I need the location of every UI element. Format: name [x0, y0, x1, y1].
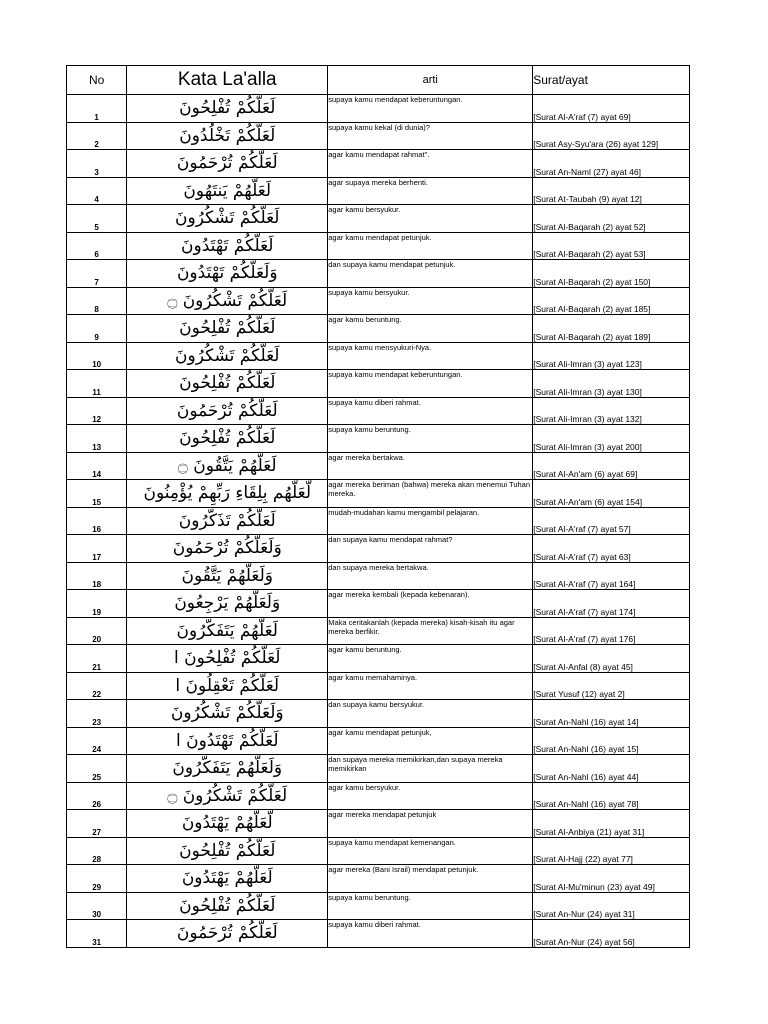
surah-reference: [Surat Al-A'raf (7) ayat 176]: [533, 617, 690, 645]
table-row: [67, 727, 690, 755]
table-row: [67, 590, 690, 618]
table-row: [67, 177, 690, 205]
surah-reference: [Surat At-Taubah (9) ayat 12]: [533, 177, 690, 205]
meaning-text: agar kamu beruntung.: [328, 315, 533, 343]
table-row: [67, 755, 690, 783]
arabic-phrase: لَّعَلَّهُمْ يَهْتَدُونَ: [127, 810, 328, 838]
meaning-text: agar mereka mendapat petunjuk: [328, 810, 533, 838]
table-row: [67, 810, 690, 838]
arabic-phrase: وَلَعَلَّهُمْ يَرْجِعُونَ: [127, 590, 328, 618]
la-alla-table: [66, 65, 690, 948]
table-row: [67, 397, 690, 425]
table-row: [67, 370, 690, 398]
meaning-text: agar mereka (Bani Israil) mendapat petunjuk.: [328, 865, 533, 893]
row-number: 14: [67, 452, 127, 480]
table-row: [67, 342, 690, 370]
meaning-text: supaya kamu beruntung.: [328, 425, 533, 453]
meaning-text: dan supaya kamu mendapat petunjuk.: [328, 260, 533, 288]
surah-reference: [Surat Al-A'raf (7) ayat 174]: [533, 590, 690, 618]
arabic-phrase: لَعَلَّهُمْ يَتَّقُونَ ۝: [127, 452, 328, 480]
table-row: [67, 865, 690, 893]
table-row: [67, 122, 690, 150]
row-number: 16: [67, 507, 127, 535]
row-number: 25: [67, 755, 127, 783]
surah-reference: [Surat Ali-Imran (3) ayat 130]: [533, 370, 690, 398]
meaning-text: supaya kamu mensyukuri-Nya.: [328, 342, 533, 370]
table-row: [67, 232, 690, 260]
table-row: [67, 205, 690, 233]
surah-reference: [Surat Asy-Syu'ara (26) ayat 129]: [533, 122, 690, 150]
table-row: [67, 562, 690, 590]
meaning-text: agar kamu mendapat petunjuk,: [328, 727, 533, 755]
arabic-phrase: لَعَلَّهُمْ يَهْتَدُونَ: [127, 865, 328, 893]
table-row: [67, 920, 690, 948]
surah-reference: [Surat Al-Anbiya (21) ayat 31]: [533, 810, 690, 838]
arabic-phrase: وَلَعَلَّكُمْ تَشْكُرُونَ: [127, 700, 328, 728]
arabic-phrase: لَعَلَّكُمْ تَعْقِلُونَ ا: [127, 672, 328, 700]
table-row: [67, 287, 690, 315]
arabic-phrase: لَعَلَّكُمْ تَشْكُرُونَ: [127, 205, 328, 233]
meaning-text: agar mereka beriman (bahwa) mereka akan menemui Tuhan mereka.: [328, 480, 533, 508]
meaning-text: agar kamu memahaminya.: [328, 672, 533, 700]
surah-reference: [Surat Al-Baqarah (2) ayat 185]: [533, 287, 690, 315]
surah-reference: [Surat Al-An'am (6) ayat 69]: [533, 452, 690, 480]
meaning-text: supaya kamu mendapat keberuntungan.: [328, 95, 533, 123]
meaning-text: agar kamu mendapat petunjuk.: [328, 232, 533, 260]
arabic-phrase: لَعَلَّكُمْ تُفْلِحُونَ ا: [127, 645, 328, 673]
meaning-text: supaya kamu diberi rahmat.: [328, 920, 533, 948]
surah-reference: [Surat Al-An'am (6) ayat 154]: [533, 480, 690, 508]
table-header-row: [67, 66, 690, 95]
arabic-phrase: لَعَلَّكُمْ تُرْحَمُونَ: [127, 397, 328, 425]
arabic-phrase: لَعَلَّكُمْ تَهْتَدُونَ: [127, 232, 328, 260]
meaning-text: supaya kamu kekal (di dunia)?: [328, 122, 533, 150]
meaning-text: supaya kamu diberi rahmat.: [328, 397, 533, 425]
row-number: 17: [67, 535, 127, 563]
arabic-phrase: لَعَلَّكُمْ تُفْلِحُونَ: [127, 315, 328, 343]
arabic-phrase: وَلَعَلَّكُمْ تَهْتَدُونَ: [127, 260, 328, 288]
row-number: 20: [67, 617, 127, 645]
arabic-phrase: لَعَلَّكُمْ تُفْلِحُونَ: [127, 892, 328, 920]
table-body: [67, 95, 690, 948]
surah-reference: [Surat Yusuf (12) ayat 2]: [533, 672, 690, 700]
meaning-text: dan supaya mereka bertakwa.: [328, 562, 533, 590]
row-number: 23: [67, 700, 127, 728]
surah-reference: [Surat An-Nur (24) ayat 31]: [533, 892, 690, 920]
row-number: 15: [67, 480, 127, 508]
arabic-phrase: وَلَعَلَّهُمْ يَتَفَكَّرُونَ: [127, 755, 328, 783]
meaning-text: agar kamu mendapat rahmat".: [328, 150, 533, 178]
row-number: 22: [67, 672, 127, 700]
arabic-phrase: لَعَلَّكُمْ تَشْكُرُونَ: [127, 342, 328, 370]
table-row: [67, 700, 690, 728]
row-number: 2: [67, 122, 127, 150]
row-number: 19: [67, 590, 127, 618]
table-row: [67, 452, 690, 480]
row-number: 18: [67, 562, 127, 590]
meaning-text: mudah-mudahan kamu mengambil pelajaran.: [328, 507, 533, 535]
row-number: 5: [67, 205, 127, 233]
row-number: 24: [67, 727, 127, 755]
row-number: 9: [67, 315, 127, 343]
arabic-phrase: لَعَلَّكُمْ تُفْلِحُونَ: [127, 370, 328, 398]
arabic-phrase: لَعَلَّكُمْ تُرْحَمُونَ: [127, 920, 328, 948]
surah-reference: [Surat An-Naml (27) ayat 46]: [533, 150, 690, 178]
row-number: 26: [67, 782, 127, 810]
surah-reference: [Surat Al-Baqarah (2) ayat 189]: [533, 315, 690, 343]
row-number: 6: [67, 232, 127, 260]
arabic-phrase: لَعَلَّكُمْ تَشْكُرُونَ ۝: [127, 782, 328, 810]
table-row: [67, 617, 690, 645]
surah-reference: [Surat Ali-Imran (3) ayat 200]: [533, 425, 690, 453]
meaning-text: supaya kamu bersyukur.: [328, 287, 533, 315]
arabic-phrase: لَعَلَّهُمْ يَتَفَكَّرُونَ: [127, 617, 328, 645]
row-number: 11: [67, 370, 127, 398]
row-number: 1: [67, 95, 127, 123]
meaning-text: agar mereka kembali (kepada kebenaran).: [328, 590, 533, 618]
surah-reference: [Surat An-Nahl (16) ayat 15]: [533, 727, 690, 755]
header-arti: arti: [328, 66, 533, 95]
arabic-phrase: لَعَلَّكُمْ تَذَكَّرُونَ: [127, 507, 328, 535]
table-row: [67, 892, 690, 920]
surah-reference: [Surat Al-Hajj (22) ayat 77]: [533, 837, 690, 865]
table-row: [67, 507, 690, 535]
surah-reference: [Surat An-Nahl (16) ayat 78]: [533, 782, 690, 810]
row-number: 8: [67, 287, 127, 315]
table-row: [67, 260, 690, 288]
meaning-text: dan supaya mereka memikirkan,dan supaya mereka memikirkan: [328, 755, 533, 783]
arabic-phrase: لَّعَلَّهُم بِلِقَاءِ رَبِّهِمْ يُؤْمِنُونَ: [127, 480, 328, 508]
arabic-phrase: لَعَلَّكُمْ تُفْلِحُونَ: [127, 837, 328, 865]
row-number: 28: [67, 837, 127, 865]
meaning-text: supaya kamu mendapat keberuntungan.: [328, 370, 533, 398]
row-number: 7: [67, 260, 127, 288]
arabic-phrase: لَعَلَّكُمْ تَشْكُرُونَ ۝: [127, 287, 328, 315]
table-row: [67, 425, 690, 453]
row-number: 3: [67, 150, 127, 178]
row-number: 4: [67, 177, 127, 205]
table-row: [67, 837, 690, 865]
header-kata: Kata La'alla: [127, 66, 328, 95]
surah-reference: [Surat Al-Anfal (8) ayat 45]: [533, 645, 690, 673]
row-number: 10: [67, 342, 127, 370]
surah-reference: [Surat An-Nahl (16) ayat 44]: [533, 755, 690, 783]
row-number: 31: [67, 920, 127, 948]
meaning-text: supaya kamu beruntung.: [328, 892, 533, 920]
surah-reference: [Surat Al-A'raf (7) ayat 57]: [533, 507, 690, 535]
meaning-text: agar kamu bersyukur.: [328, 782, 533, 810]
row-number: 30: [67, 892, 127, 920]
table-row: [67, 95, 690, 123]
table-row: [67, 645, 690, 673]
arabic-phrase: لَعَلَّكُمْ تُفْلِحُونَ: [127, 95, 328, 123]
arabic-phrase: وَلَعَلَّكُمْ تُرْحَمُونَ: [127, 535, 328, 563]
arabic-phrase: وَلَعَلَّهُمْ يَتَّقُونَ: [127, 562, 328, 590]
surah-reference: [Surat Ali-Imran (3) ayat 123]: [533, 342, 690, 370]
surah-reference: [Surat Al-Baqarah (2) ayat 150]: [533, 260, 690, 288]
header-surat: Surat/ayat: [533, 66, 690, 95]
table-row: [67, 782, 690, 810]
surah-reference: [Surat Al-Baqarah (2) ayat 52]: [533, 205, 690, 233]
row-number: 21: [67, 645, 127, 673]
arabic-phrase: لَعَلَّكُمْ تَهْتَدُونَ ا: [127, 727, 328, 755]
surah-reference: [Surat Al-A'raf (7) ayat 63]: [533, 535, 690, 563]
meaning-text: agar kamu beruntung.: [328, 645, 533, 673]
row-number: 29: [67, 865, 127, 893]
row-number: 27: [67, 810, 127, 838]
surah-reference: [Surat Al-Baqarah (2) ayat 53]: [533, 232, 690, 260]
table-row: [67, 150, 690, 178]
meaning-text: Maka ceritakanlah (kepada mereka) kisah-kisah itu agar mereka berfikir.: [328, 617, 533, 645]
arabic-phrase: لَعَلَّهُمْ يَنتَهُونَ: [127, 177, 328, 205]
surah-reference: [Surat Al-A'raf (7) ayat 164]: [533, 562, 690, 590]
meaning-text: dan supaya kamu bersyukur.: [328, 700, 533, 728]
meaning-text: agar kamu bersyukur.: [328, 205, 533, 233]
arabic-phrase: لَعَلَّكُمْ تُفْلِحُونَ: [127, 425, 328, 453]
surah-reference: [Surat Al-Mu'minun (23) ayat 49]: [533, 865, 690, 893]
meaning-text: agar supaya mereka berhenti.: [328, 177, 533, 205]
table-row: [67, 535, 690, 563]
meaning-text: supaya kamu mendapat kemenangan.: [328, 837, 533, 865]
arabic-phrase: لَعَلَّكُمْ تَخْلُدُونَ: [127, 122, 328, 150]
surah-reference: [Surat Ali-Imran (3) ayat 132]: [533, 397, 690, 425]
surah-reference: [Surat An-Nahl (16) ayat 14]: [533, 700, 690, 728]
meaning-text: dan supaya kamu mendapat rahmat?: [328, 535, 533, 563]
row-number: 13: [67, 425, 127, 453]
row-number: 12: [67, 397, 127, 425]
meaning-text: agar mereka bertakwa.: [328, 452, 533, 480]
surah-reference: [Surat An-Nur (24) ayat 56]: [533, 920, 690, 948]
table-row: [67, 672, 690, 700]
table-row: [67, 315, 690, 343]
surah-reference: [Surat Al-A'raf (7) ayat 69]: [533, 95, 690, 123]
arabic-phrase: لَعَلَّكُمْ تُرْحَمُونَ: [127, 150, 328, 178]
header-no: No: [67, 66, 127, 95]
table-row: [67, 480, 690, 508]
